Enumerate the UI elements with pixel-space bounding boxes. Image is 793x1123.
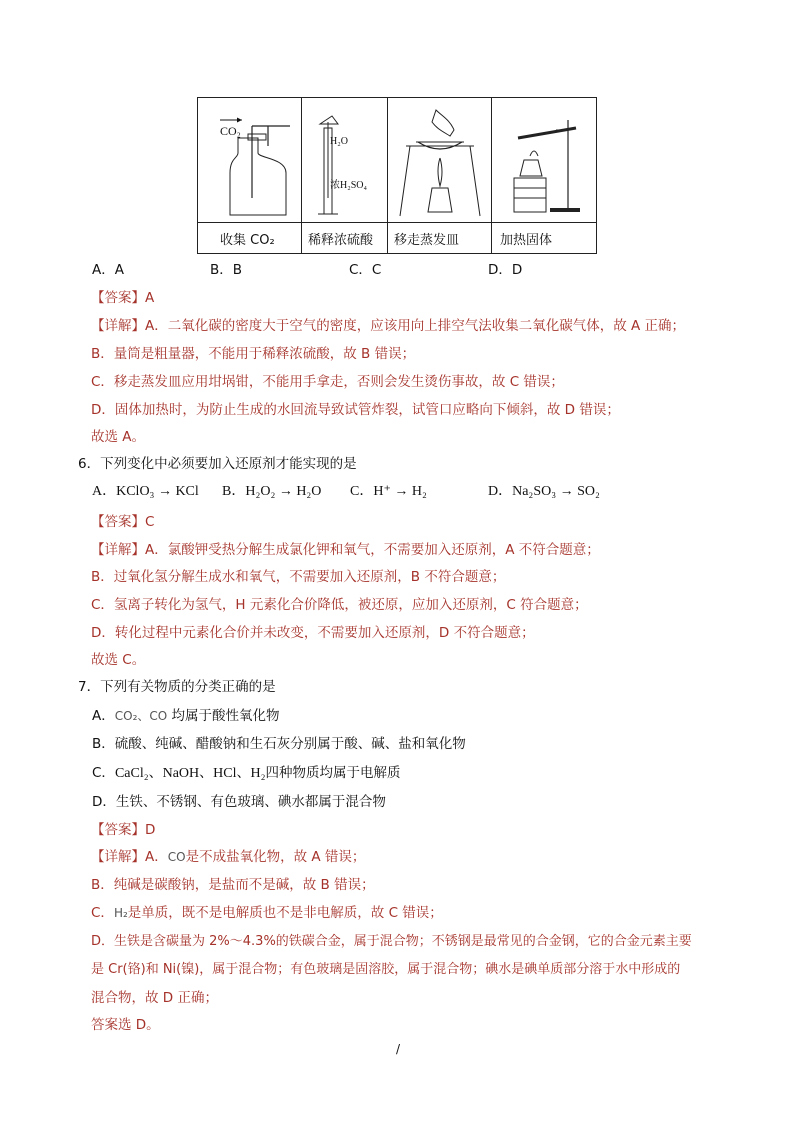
q7-answer: 【答案】D [91, 822, 156, 838]
q7-explain-b: B．纯碱是碳酸钠，是盐而不是碱，故 B 错误； [91, 877, 375, 893]
q7-explain-d-line2: 是 Cr(铬)和 Ni(镍)，属于混合物；有色玻璃是固溶胶，属于混合物；碘水是碘单质部分溶于水中形成的 [91, 962, 681, 977]
water-label: H₂O [330, 136, 348, 147]
q6-conclusion: 故选 C。 [91, 652, 146, 668]
acid-label: 浓H₂SO₄ [330, 180, 367, 191]
page-number: / [396, 1042, 401, 1056]
gas-bottle-drawing [198, 98, 302, 224]
q6-option-a: A．KClO₃ → KCl [92, 484, 199, 499]
q5-option-c: C．C [349, 262, 382, 278]
q6-explain-b: B．过氧化氢分解生成水和氧气，不需要加入还原剂，B 不符合题意； [91, 569, 506, 585]
caption-b: 稀释浓硫酸 [302, 222, 387, 253]
cylinder-drawing [302, 98, 388, 224]
caption-c: 移走蒸发皿 [388, 222, 491, 253]
q6-stem: 6．下列变化中必须要加入还原剂才能实现的是 [78, 456, 357, 472]
figure-cell-c [388, 98, 492, 253]
q5-explain-b: B．量筒是粗量器，不能用于稀释浓硫酸，故 B 错误； [91, 346, 416, 362]
figure-cell-a [198, 98, 302, 253]
apparatus-figure [197, 97, 597, 254]
q7-option-c: C．CaCl₂、NaOH、HCl、H₂四种物质均属于电解质 [92, 765, 401, 781]
heating-drawing [492, 98, 596, 224]
q7-explain-a: 【详解】A．CO是不成盐氧化物，故 A 错误； [91, 849, 366, 865]
q7-explain-d-line1: D．生铁是含碳量为 2%～4.3%的铁碳合金，属于混合物；不锈钢是最常见的合金钢，它的合金元素主要 [91, 934, 692, 949]
q6-option-b: B．H₂O₂ → H₂O [222, 484, 322, 499]
q5-explain-c: C．移走蒸发皿应用坩埚钳，不能用手拿走，否则会发生烫伤事故，故 C 错误； [91, 374, 564, 390]
q7-explain-c: C．H₂是单质，既不是电解质也不是非电解质，故 C 错误； [91, 905, 443, 921]
evaporation-drawing [388, 98, 492, 224]
q5-answer: 【答案】A [91, 290, 155, 306]
q6-option-d: D．Na₂SO₃ → SO₂ [488, 484, 600, 499]
figure-cell-b [302, 98, 388, 253]
q5-explain-a: 【详解】A．二氧化碳的密度大于空气的密度，应该用向上排空气法收集二氧化碳气体，故 A 正确； [91, 318, 686, 334]
caption-a: 收集 CO₂ [198, 222, 301, 253]
q5-option-b: B．B [210, 262, 243, 278]
q5-option-d: D．D [488, 262, 523, 278]
q6-explain-c: C．氢离子转化为氢气，H 元素化合价降低，被还原，应加入还原剂，C 符合题意； [91, 597, 588, 613]
q6-explain-a: 【详解】A．氯酸钾受热分解生成氯化钾和氧气，不需要加入还原剂，A 不符合题意； [91, 542, 600, 558]
q7-option-a: A．CO₂、CO 均属于酸性氧化物 [92, 708, 280, 724]
q5-conclusion: 故选 A。 [91, 429, 146, 445]
q6-explain-d: D．转化过程中元素化合价并未改变，不需要加入还原剂，D 不符合题意； [91, 625, 535, 641]
q6-option-c: C．H⁺ → H₂ [350, 484, 427, 499]
q7-option-b: B．硫酸、纯碱、醋酸钠和生石灰分别属于酸、碱、盐和氧化物 [92, 736, 466, 752]
q6-answer: 【答案】C [91, 514, 155, 530]
q5-option-a: A．A [92, 262, 124, 278]
figure-cell-d [492, 98, 596, 253]
caption-d: 加热固体 [492, 222, 596, 253]
q7-stem: 7．下列有关物质的分类正确的是 [78, 679, 276, 695]
q7-explain-d-line3: 混合物，故 D 正确； [91, 990, 218, 1006]
q5-explain-d: D．固体加热时，为防止生成的水回流导致试管炸裂，试管口应略向下倾斜，故 D 错误； [91, 402, 620, 418]
q7-option-d: D．生铁、不锈钢、有色玻璃、碘水都属于混合物 [92, 794, 386, 810]
q7-conclusion: 答案选 D。 [91, 1017, 160, 1033]
co2-label: CO₂ [220, 124, 241, 138]
